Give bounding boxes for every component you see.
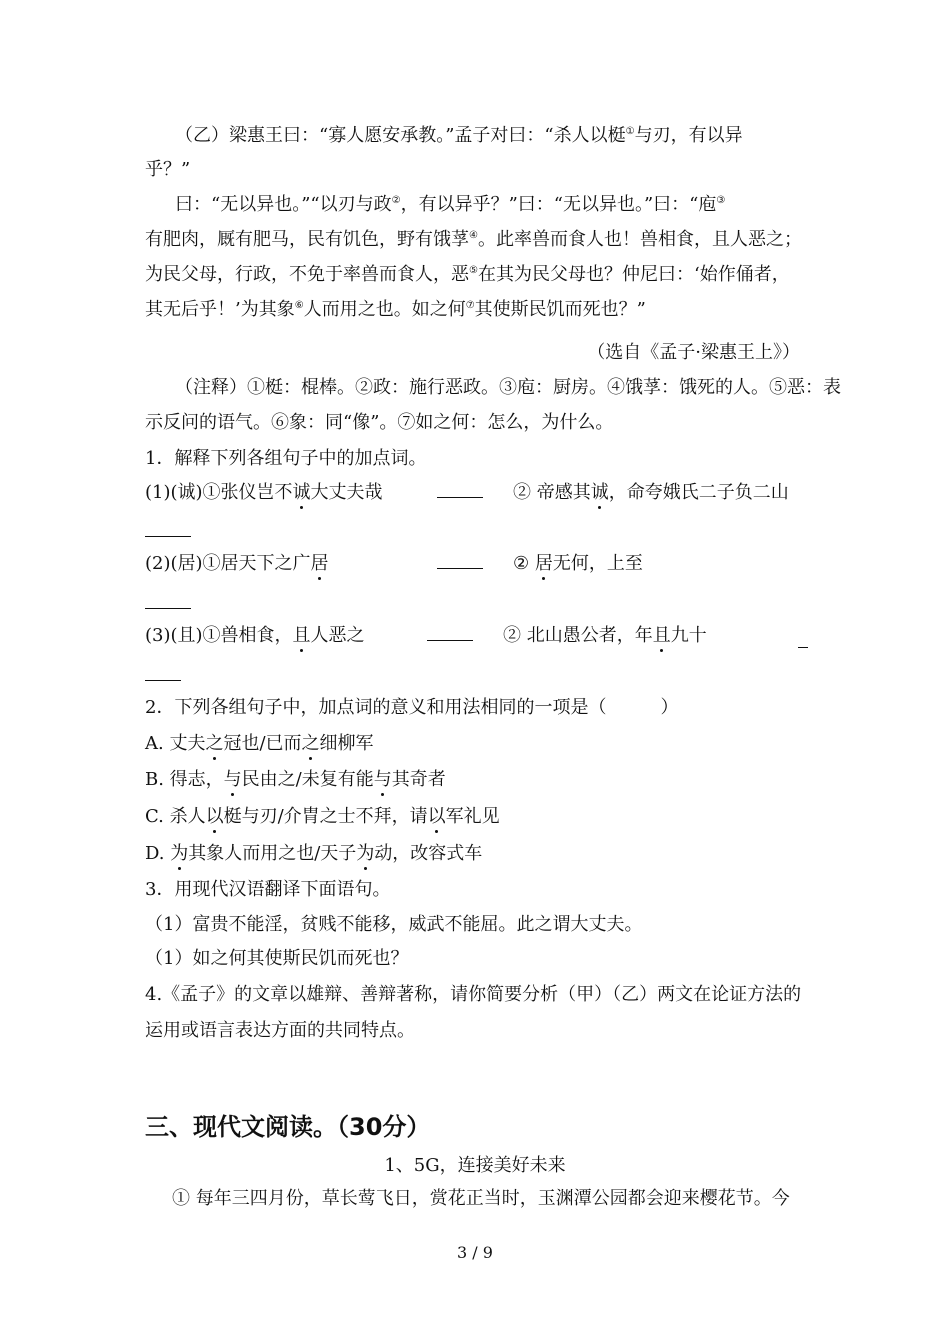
q1-stem: 1．解释下列各组句子中的加点词。 bbox=[145, 448, 427, 469]
dotted-word: 之 bbox=[205, 733, 224, 754]
dotted-word: 与 bbox=[373, 769, 392, 790]
dotted-word: 与 bbox=[223, 769, 242, 790]
answer-blank[interactable] bbox=[437, 482, 483, 504]
q3-sentence-2: （1）如之何其使斯民饥而死也？ bbox=[145, 948, 409, 969]
q1-row-2: (2)(居)①居天下之广居 ② 居无何，上至 bbox=[145, 553, 643, 574]
q4-line-2: 运用或语言表达方面的共同特点。 bbox=[145, 1020, 415, 1041]
notes-line-1: （注释）①梃：棍棒。②政：施行恶政。③庖：厨房。④饿莩：饿死的人。⑤恶：表 bbox=[175, 377, 841, 398]
q3-sentence-1: （1）富贵不能淫，贫贱不能移，威武不能屈。此之谓大丈夫。 bbox=[145, 914, 643, 935]
dotted-word: 居 bbox=[310, 553, 329, 574]
passage-line-1: （乙）梁惠王曰：“寡人愿安承教。”孟子对曰：“杀人以梃①与刃，有以异 bbox=[175, 125, 743, 146]
article-title: 1、5G，连接美好未来 bbox=[384, 1155, 566, 1176]
page-number: 3 / 9 bbox=[457, 1243, 493, 1262]
dotted-word: 且 bbox=[292, 625, 311, 646]
answer-blank[interactable] bbox=[798, 647, 808, 648]
answer-blank[interactable] bbox=[145, 536, 191, 537]
q1-row-3: (3)(且)①兽相食，且人恶之 ② 北山愚公者，年且九十 bbox=[145, 625, 707, 646]
passage-source: （选自《孟子·梁惠王上》） bbox=[587, 342, 800, 363]
dotted-word: 诚 bbox=[292, 482, 311, 503]
passage-line-2: 乎？” bbox=[145, 159, 191, 180]
passage-line-4: 有肥肉，厩有肥马，民有饥色，野有饿莩④。此率兽而食人也！兽相食，且人恶之； bbox=[145, 229, 802, 250]
notes-line-2: 示反问的语气。⑥象：同“像”。⑦如之何：怎么，为什么。 bbox=[145, 412, 614, 433]
q4-line-1: 4.《孟子》的文章以雄辩、善辩著称，请你简要分析（甲）（乙）两文在论证方法的 bbox=[145, 984, 802, 1005]
dotted-word: 诚 bbox=[590, 482, 609, 503]
passage-line-5: 为民父母，行政，不免于率兽而食人，恶⑤在其为民父母也？仲尼曰：‘始作俑者， bbox=[145, 264, 790, 285]
article-paragraph-1: ① 每年三四月份，草长莺飞日，赏花正当时，玉渊潭公园都会迎来樱花节。今 bbox=[172, 1188, 790, 1209]
answer-blank[interactable] bbox=[145, 680, 181, 681]
q2-option-d: D. 为其象人而用之也/天子为动，改容式车 bbox=[145, 843, 483, 864]
dotted-word: 以 bbox=[427, 806, 446, 827]
answer-blank[interactable] bbox=[427, 625, 473, 647]
dotted-word: 为 bbox=[170, 843, 189, 864]
section-heading: 三、现代文阅读。（30分） bbox=[145, 1113, 431, 1141]
q2-option-b: B. 得志，与民由之/未复有能与其奇者 bbox=[145, 769, 446, 790]
dotted-word: 居 bbox=[534, 553, 553, 574]
q2-stem: 2．下列各组句子中，加点词的意义和用法相同的一项是（ ） bbox=[145, 697, 679, 718]
dotted-word: 之 bbox=[301, 733, 320, 754]
q2-option-a: A. 丈夫之冠也/已而之细柳军 bbox=[145, 733, 374, 754]
q2-option-c: C. 杀人以梃与刃/介胄之士不拜，请以军礼见 bbox=[145, 806, 500, 827]
q1-row-1: (1)(诚)①张仪岂不诚大丈夫哉 ② 帝感其诚，命夸娥氏二子负二山 bbox=[145, 482, 789, 503]
dotted-word: 且 bbox=[652, 625, 671, 646]
passage-line-3: 曰：“无以异也。”“以刃与政②，有以异乎？”曰：“无以异也。”曰：“庖③ bbox=[175, 194, 726, 215]
answer-blank[interactable] bbox=[145, 608, 191, 609]
q3-stem: 3．用现代汉语翻译下面语句。 bbox=[145, 879, 391, 900]
dotted-word: 为 bbox=[356, 843, 375, 864]
answer-blank[interactable] bbox=[437, 553, 483, 575]
passage-line-6: 其无后乎！’为其象⑥人而用之也。如之何⑦其使斯民饥而死也？” bbox=[145, 299, 646, 320]
dotted-word: 以 bbox=[205, 806, 224, 827]
